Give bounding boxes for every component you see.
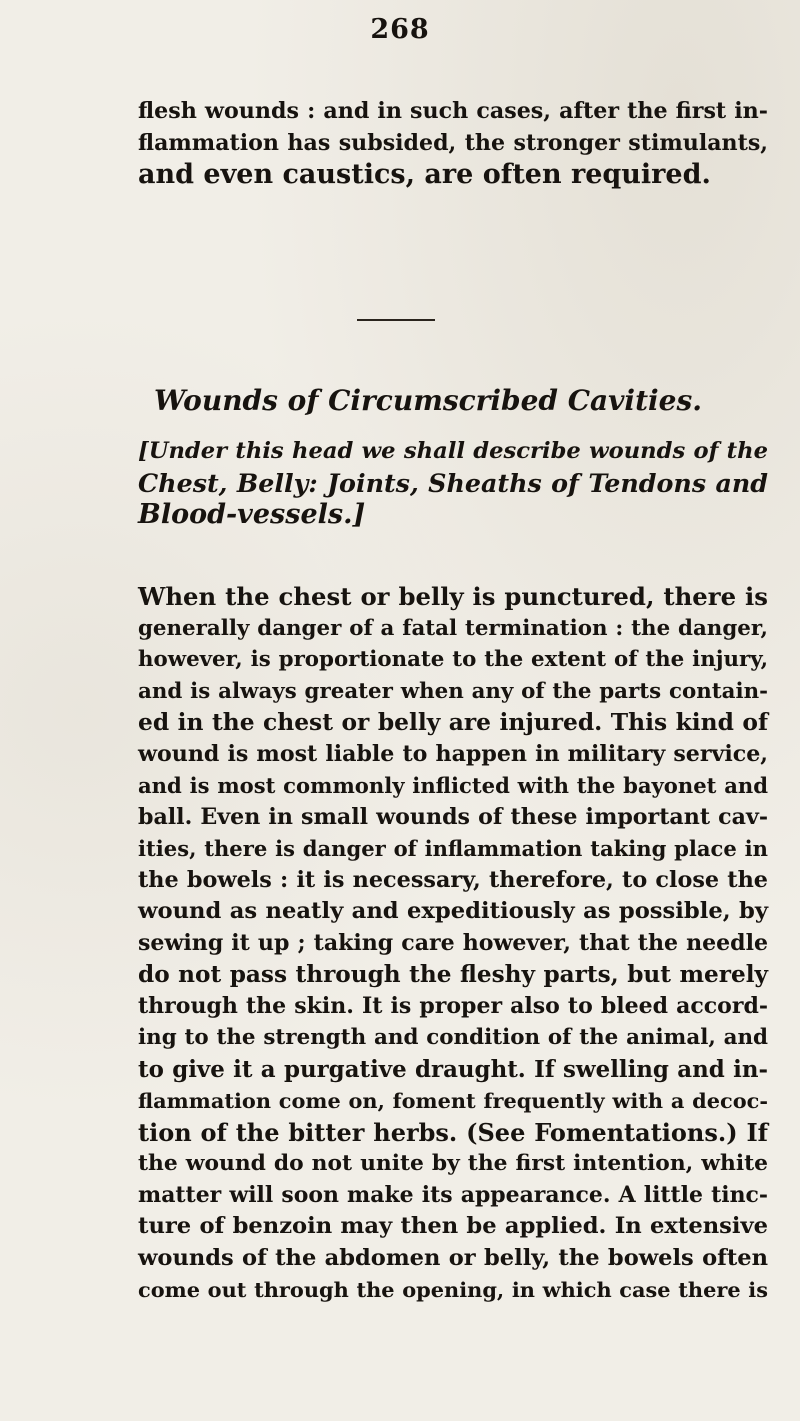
text-line: ities, there is danger of inflammation taking place in xyxy=(138,836,768,861)
text-line: [Under this head we shall describe wounds of the xyxy=(138,438,768,464)
text-line: generally danger of a fatal termination : the danger, xyxy=(138,615,768,641)
text-line: flammation has subsided, the stronger stimulants, xyxy=(138,129,768,156)
text-line: and even caustics, are often required. xyxy=(138,159,711,190)
text-line: to give it a purgative draught. If swelling and in- xyxy=(138,1055,768,1083)
text-line: the bowels : it is necessary, therefore, to close the xyxy=(138,866,768,893)
text-line: ed in the chest or belly are injured. This kind of xyxy=(138,708,768,736)
text-line: through the skin. It is proper also to bleed accord- xyxy=(138,992,768,1019)
text-line: wounds of the abdomen or belly, the bowels often xyxy=(138,1244,768,1271)
text-line: sewing it up ; taking care however, that the needle xyxy=(138,929,768,956)
text-line: do not pass through the fleshy parts, but merely xyxy=(138,961,768,988)
text-line: however, is proportionate to the extent of the injury, xyxy=(138,647,768,672)
text-line: ing to the strength and condition of the animal, and xyxy=(138,1025,768,1050)
text-line: Blood-vessels.] xyxy=(138,499,366,530)
text-line: wound is most liable to happen in military service, xyxy=(138,740,768,767)
text-line: matter will soon make its appearance. A little tinc- xyxy=(138,1181,768,1208)
text-line: the wound do not unite by the first intention, white xyxy=(138,1151,768,1176)
section-divider xyxy=(357,319,435,321)
text-line: ture of benzoin may then be applied. In extensive xyxy=(138,1213,768,1239)
section-head-note xyxy=(138,436,768,531)
text-line: and is most commonly inflicted with the bayonet and xyxy=(138,773,768,798)
section-heading: Wounds of Circumscribed Cavities. xyxy=(154,384,702,417)
text-line: come out through the opening, in which case there is xyxy=(138,1277,768,1302)
text-line: ball. Even in small wounds of these important cav- xyxy=(138,803,768,830)
page-number: 268 xyxy=(370,14,430,45)
text-line: flammation come on, foment frequently with a decoc- xyxy=(138,1088,768,1113)
text-line: flesh wounds : and in such cases, after the first in- xyxy=(138,98,768,124)
text-line: tion of the bitter herbs. (See Fomentations.) If xyxy=(138,1117,768,1147)
text-line: wound as neatly and expeditiously as possible, by xyxy=(138,898,768,924)
text-line: Chest, Belly: Joints, Sheaths of Tendons and xyxy=(138,467,768,498)
opening-paragraph xyxy=(138,96,768,191)
text-line: and is always greater when any of the parts contain- xyxy=(138,678,768,704)
main-paragraph xyxy=(138,581,768,1306)
text-line: When the chest or belly is punctured, there is xyxy=(138,582,768,611)
